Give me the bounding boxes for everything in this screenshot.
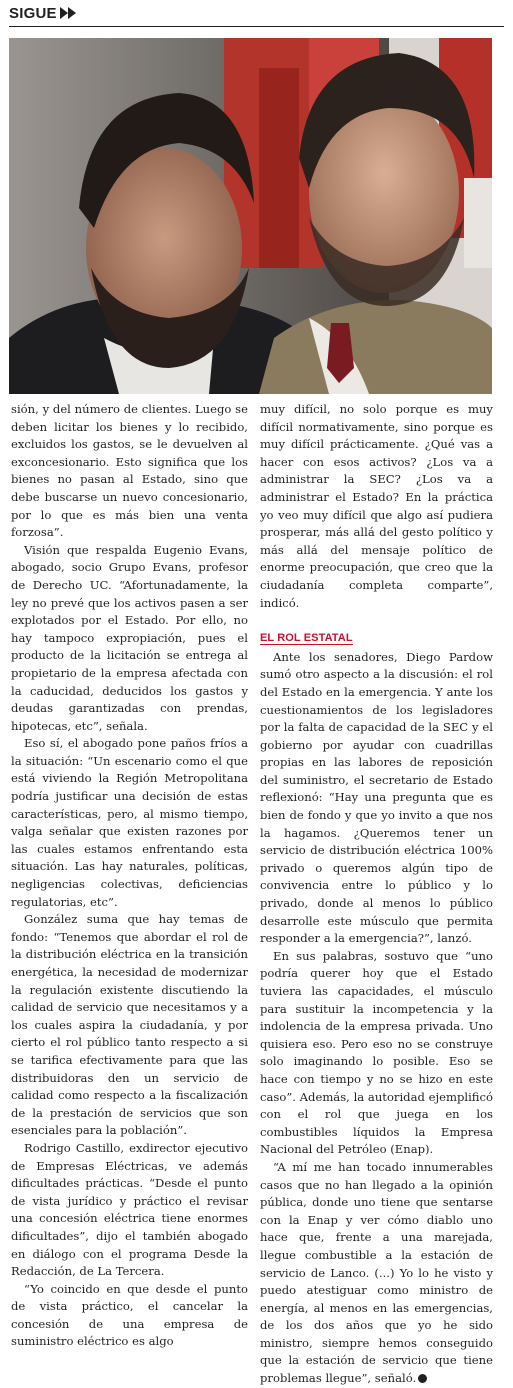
header-rule — [9, 26, 504, 27]
section-heading — [260, 630, 493, 648]
section-heading-text: EL ROL ESTATAL — [260, 632, 353, 645]
paragraph-text: “A mí me han tocado innumerables casos que no han llegado a la opinión pública, donde uno tiene que sentarse con la Enap y ver cómo diablo uno hace que, frente a una marejada, llegue combustible a la estación de servicio de Lanco. (...) Yo lo he visto y puedo atestiguar como ministro de energía, al menos en las emergencias, de los dos años que yo he sido ministro, siempre hemos conseguido que la estación de servicio que tiene problemas llegue”, señaló. — [260, 1159, 493, 1386]
article-column-right — [260, 401, 493, 1388]
continuation-marker — [9, 2, 76, 24]
article-column-left — [11, 401, 248, 1351]
paragraph-last — [260, 1159, 493, 1388]
paragraph: Ante los senadores, Diego Pardow sumó otro aspecto a la discusión: el rol del Estado en la emergencia. Y ante los cuestionamientos de los legisladores por la falta de capacidad de la SEC y el gobierno por ayudar con cuadrillas propias en las labores de reposición del suministro, el secretario de Estado reflexionó: “Hay una pregunta que es bien de fondo y que yo invito a que nos la hagamos. ¿Queremos tener un servicio de distribución eléctrica 100% privado o queremos algún tipo de convivencia entre lo público y lo privado, donde al menos lo público desarrolle este músculo que permita responder a la emergencia?”, lanzó. — [260, 649, 493, 946]
paragraph: González suma que hay temas de fondo: “Tenemos que abordar el rol de la distribución eléctrica en la transición energética, la necesidad de modernizar la regulación existente discutiendo la calidad de servicio que necesitamos y a los cuales aspira la ciudadanía, y por cierto el rol público tanto respecto a si se tarifica efectivamente para que las distribuidoras den un servicio de calidad como respecto a la fiscalización de la prestación de servicios que son esenciales para la población”. — [11, 912, 248, 1138]
end-of-article-icon — [418, 1374, 427, 1383]
continue-label: SIGUE — [9, 4, 57, 22]
photo-illustration — [9, 38, 492, 394]
paragraph: “Yo coincido en que desde el punto de vista práctico, el cancelar la concesión de una empresa de suministro eléctrico es algo — [11, 1281, 248, 1349]
paragraph: Visión que respalda Eugenio Evans, abogado, socio Grupo Evans, profesor de Derecho UC. “Afortunadamente, la ley no prevé que los activos pasen a ser explotados por el Estado. Por ello, no hay tampoco expropiación, pues el producto de la licitación se entrega al propietario de la empresa afectada con la caducidad, deducidos los gastos y deudas garantizadas con prendas, hipotecas, etc”, señala. — [11, 542, 248, 733]
paragraph: sión, y del número de clientes. Luego se deben licitar los bienes y lo recibido, excluidos los gastos, se le devuelven al exconcesionario. Esto significa que los bienes no pasan al Estado, sino que debe buscarse un nuevo concesionario, por lo que es más bien una venta forzosa”. — [11, 402, 248, 540]
news-photo — [9, 38, 492, 394]
double-arrow-right-icon — [60, 7, 76, 19]
paragraph: Rodrigo Castillo, exdirector ejecutivo de Empresas Eléctricas, ve además dificultades prácticas. “Desde el punto de vista jurídico y práctico el revisar una concesión eléctrica tiene enormes dificultades”, dijo el también abogado en diálogo con el programa Desde la Redacción, de La Tercera. — [11, 1140, 248, 1279]
paragraph: En sus palabras, sostuvo que “uno podría querer hoy que el Estado tuviera las capacidades, el músculo para sustituir la incompetencia y la indolencia de la empresa privada. Uno quisiera eso. Pero eso no se construye solo imaginando lo posible. Eso se hace con tiempo y no se hizo en este caso”. Además, la autoridad ejemplificó con el rol que juega en los combustibles líquidos la Empresa Nacional del Petróleo (Enap). — [260, 948, 493, 1157]
paragraph: Eso sí, el abogado pone paños fríos a la situación: “Un escenario como el que está viviendo la Región Metropolitana podría justificar una decisión de estas características, pero, al mismo tiempo, valga señalar que existen razones por las cuales estamos enfrentando esta situación. Las hay naturales, políticas, negligencias colectivas, deficiencias regulatorias, etc”. — [11, 736, 248, 909]
paragraph: muy difícil, no solo porque es muy difícil normativamente, sino porque es muy difícil prácticamente. ¿Qué vas a hacer con esos activos? ¿Los va a administrar la SEC? ¿Los va a administrar el Estado? En la práctica yo veo muy difícil que algo así pudiera prosperar, más allá del gesto político y más allá del mensaje político de enorme preocupación, que creo que la ciudadanía completa comparte”, indicó. — [260, 402, 493, 610]
